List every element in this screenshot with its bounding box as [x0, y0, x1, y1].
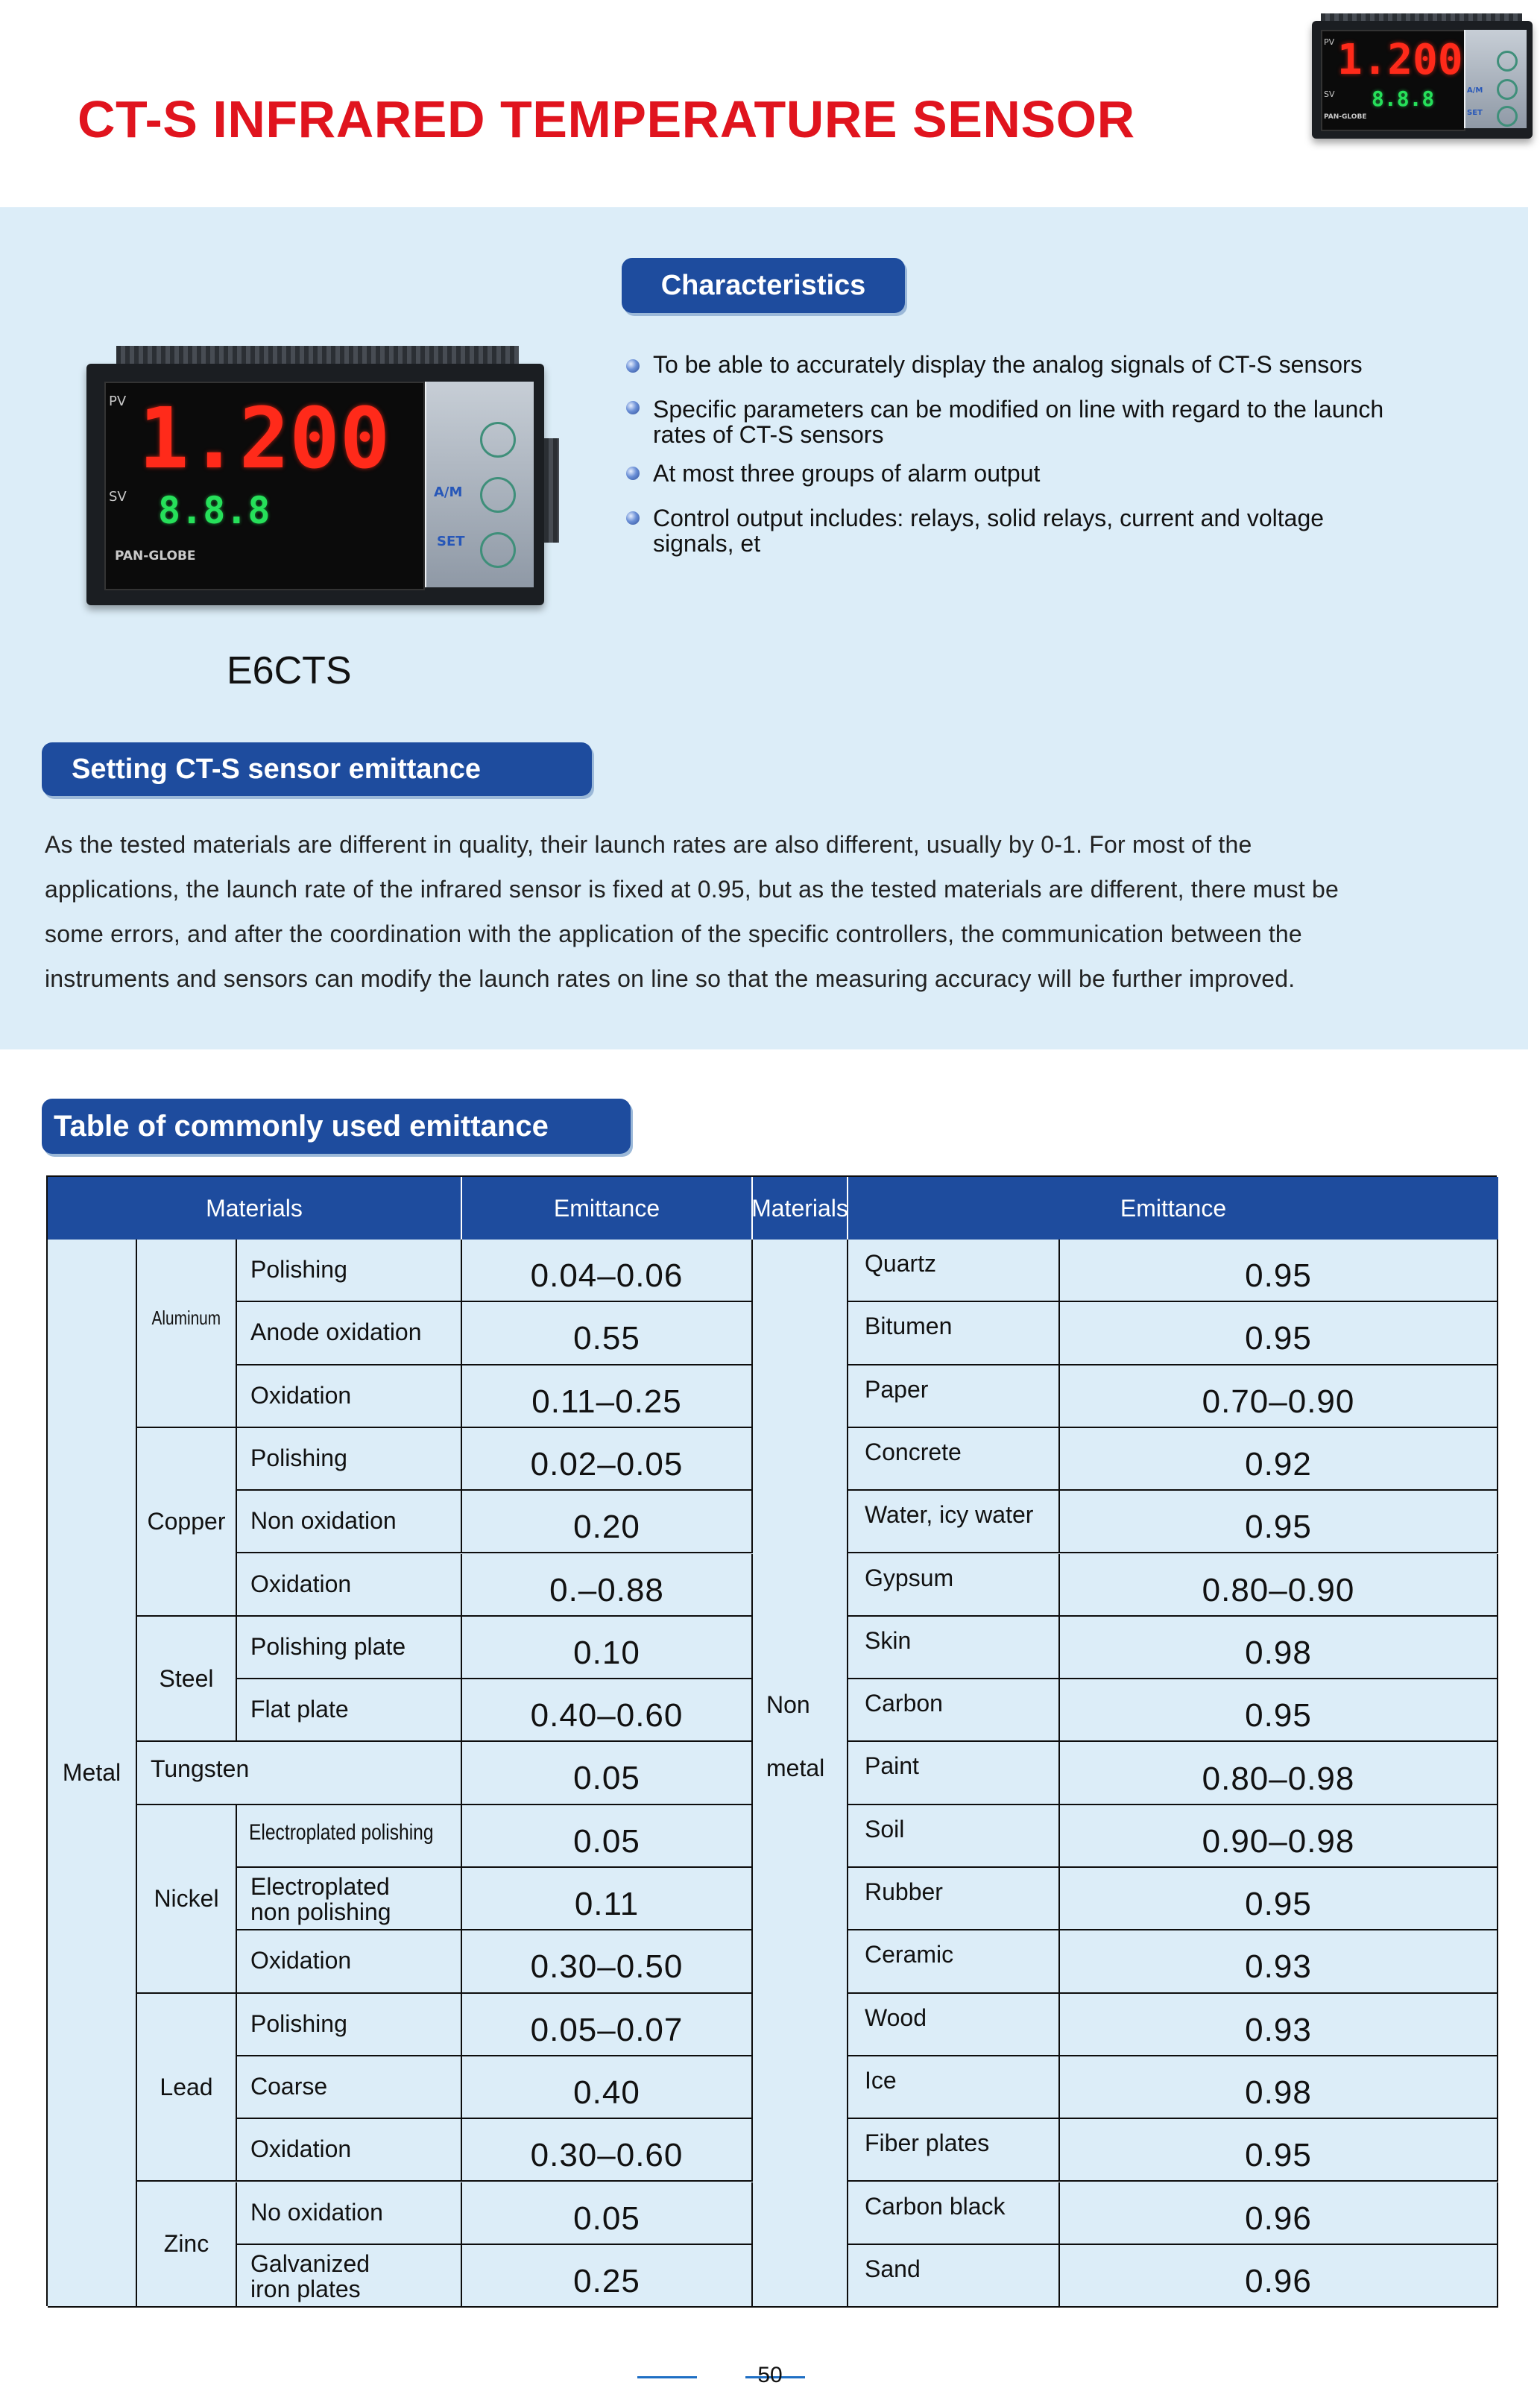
- emittance-cell: [1060, 1679, 1498, 1742]
- material-group-cell: [137, 1240, 237, 1428]
- emittance-value: 0.05–0.07: [530, 2011, 684, 2048]
- material-group-name: Steel: [159, 1664, 214, 1692]
- material-sub-name: Anode oxidation: [250, 1319, 422, 1346]
- emittance-cell: [462, 1930, 753, 1993]
- table-header-cell: Materials: [48, 1177, 462, 1240]
- emittance-value: 0.11: [574, 1886, 640, 1923]
- emittance-value: 0.95: [1245, 1257, 1312, 1295]
- material-name: Concrete: [865, 1438, 962, 1465]
- table-header-cell: Materials: [753, 1177, 848, 1240]
- emittance-value: 0.40–0.60: [530, 1697, 684, 1734]
- up-arrow-icon-large: [480, 422, 516, 458]
- material-name: Sand: [865, 2255, 921, 2282]
- material-name-cell: [848, 1994, 1060, 2056]
- emittance-cell: [1060, 1240, 1498, 1302]
- material-sub-cell: [237, 2245, 462, 2308]
- material-name-cell: [848, 1805, 1060, 1868]
- sv-display-large: 8.8.8: [158, 489, 271, 532]
- material-sub-cell: [237, 1679, 462, 1742]
- material-sub-cell: [237, 1491, 462, 1553]
- material-name-cell: [137, 1742, 462, 1804]
- setting-heading: Setting CT-S sensor emittance: [42, 742, 592, 796]
- material-group-cell: [137, 1617, 237, 1743]
- emittance-value: 0.95: [1245, 1697, 1312, 1734]
- material-sub-name: Polishing plate: [250, 1632, 406, 1660]
- material-group-name: Zinc: [163, 2230, 209, 2258]
- emittance-value: 0.70–0.90: [1202, 1383, 1355, 1420]
- emittance-value: 0.05: [573, 2200, 640, 2237]
- emittance-value: 0.05: [573, 1822, 640, 1860]
- material-sub-cell: [237, 2119, 462, 2182]
- material-sub-cell: [237, 1302, 462, 1365]
- emittance-cell: [1060, 1930, 1498, 1993]
- table-header-cell: Emittance: [848, 1177, 1498, 1240]
- emittance-value: 0.96: [1245, 2200, 1312, 2237]
- emittance-cell: [462, 1742, 753, 1804]
- metal-label: Metal: [62, 1759, 122, 1787]
- emittance-cell: [1060, 1302, 1498, 1365]
- bullet-icon: [626, 467, 640, 480]
- emittance-value: 0.98: [1245, 2074, 1312, 2112]
- emittance-cell: [462, 1805, 753, 1868]
- material-sub-cell: [237, 1617, 462, 1679]
- material-name-cell: [848, 1617, 1060, 1679]
- material-name-cell: [848, 1491, 1060, 1553]
- characteristic-item: Specific parameters can be modified on line with regard to the launch: [653, 396, 1384, 423]
- emittance-value: 0.25: [573, 2262, 640, 2299]
- material-name-cell: [848, 1554, 1060, 1617]
- brand-label: PAN-GLOBE: [1324, 113, 1367, 121]
- characteristic-item: Control output includes: relays, solid relays, current and voltage: [653, 505, 1325, 531]
- emittance-cell: [462, 2245, 753, 2308]
- material-name: Tungsten: [151, 1755, 250, 1783]
- material-group-cell: [137, 1994, 237, 2182]
- bullet-icon: [626, 401, 640, 414]
- emittance-value: 0.93: [1245, 2011, 1312, 2048]
- emittance-cell: [1060, 1491, 1498, 1553]
- material-group-name: Aluminum: [151, 1306, 221, 1329]
- characteristics-heading: Characteristics: [622, 258, 905, 313]
- nonmetal-label: Non: [766, 1691, 810, 1719]
- pv-display: 1.200: [1337, 36, 1463, 84]
- sv-label: SV: [1324, 89, 1335, 99]
- material-sub-name: Flat plate: [250, 1696, 349, 1723]
- nonmetal-label: metal: [766, 1754, 825, 1781]
- material-sub-cell: [237, 1240, 462, 1302]
- material-name: Carbon: [865, 1690, 943, 1717]
- pv-label: PV: [1324, 37, 1335, 47]
- emittance-value: 0.80–0.98: [1202, 1760, 1355, 1797]
- material-sub-cell: [237, 2182, 462, 2245]
- emittance-cell: [462, 1617, 753, 1679]
- emittance-cell: [1060, 1428, 1498, 1491]
- material-group-cell: [137, 1805, 237, 1994]
- left-arrow-icon-large: [480, 532, 516, 568]
- material-sub-name: Galvanized iron plates: [250, 2249, 370, 2302]
- emittance-value: 0.80–0.90: [1202, 1571, 1355, 1608]
- material-name-cell: [848, 1742, 1060, 1804]
- emittance-value: 0.20: [573, 1509, 640, 1546]
- material-name-cell: [848, 1868, 1060, 1930]
- bullet-icon: [626, 511, 640, 525]
- emittance-value: 0.93: [1245, 1948, 1312, 1986]
- material-name-cell: [848, 1428, 1060, 1491]
- material-sub-cell: [237, 1554, 462, 1617]
- material-sub-name: Polishing: [250, 2009, 347, 2037]
- emittance-cell: [1060, 2056, 1498, 2119]
- material-name: Water, icy water: [865, 1501, 1034, 1529]
- paragraph-line: some errors, and after the coordination with the application of the specific controllers, the communication between the: [45, 921, 1302, 947]
- material-group-name: Nickel: [154, 1884, 219, 1912]
- material-name-cell: [848, 2119, 1060, 2182]
- material-name: Paper: [865, 1375, 929, 1403]
- material-name: Ceramic: [865, 1941, 954, 1968]
- material-sub-cell: [237, 1805, 462, 1868]
- bullet-icon: [626, 359, 640, 373]
- material-name-cell: [848, 1302, 1060, 1365]
- device-thumbnail: [1312, 21, 1533, 139]
- material-name: Skin: [865, 1626, 912, 1654]
- material-sub-name: Polishing: [250, 1444, 347, 1471]
- down-arrow-icon: [1497, 79, 1518, 100]
- emittance-cell: [462, 2182, 753, 2245]
- emittance-value: 0.55: [573, 1320, 640, 1357]
- emittance-value: 0.04–0.06: [530, 1257, 684, 1295]
- material-sub-name: Oxidation: [250, 1381, 352, 1409]
- emittance-cell: [462, 1994, 753, 2056]
- material-sub-name: No oxidation: [250, 2198, 383, 2226]
- material-group-cell: [137, 1428, 237, 1617]
- emittance-value: 0.92: [1245, 1446, 1312, 1483]
- material-name: Ice: [865, 2066, 897, 2094]
- characteristic-item-cont: rates of CT-S sensors: [653, 421, 884, 448]
- material-sub-cell: [237, 2056, 462, 2119]
- material-name: Soil: [865, 1815, 905, 1843]
- emittance-value: 0.30–0.50: [530, 1948, 684, 1986]
- emittance-value: 0.02–0.05: [530, 1446, 684, 1483]
- material-name: Paint: [865, 1752, 919, 1780]
- material-name-cell: [848, 2245, 1060, 2308]
- material-sub-name: Electroplated non polishing: [250, 1873, 391, 1925]
- page-number: 50: [757, 2363, 783, 2387]
- characteristic-item: At most three groups of alarm output: [653, 460, 1041, 487]
- material-sub-cell: [237, 1930, 462, 1993]
- material-name-cell: [848, 1679, 1060, 1742]
- set-key: SET: [1467, 109, 1483, 117]
- brand-label-large: PAN-GLOBE: [115, 549, 196, 563]
- down-arrow-icon-large: [480, 477, 516, 513]
- table-heading: Table of commonly used emittance: [42, 1099, 631, 1154]
- emittance-cell: [462, 1679, 753, 1742]
- model-label: E6CTS: [227, 649, 352, 692]
- material-name: Gypsum: [865, 1564, 954, 1591]
- emittance-value: 0.95: [1245, 1509, 1312, 1546]
- pv-display-large: 1.200: [139, 391, 391, 487]
- material-name-cell: [848, 2056, 1060, 2119]
- material-sub-name: Oxidation: [250, 2135, 352, 2163]
- emittance-cell: [462, 1240, 753, 1302]
- emittance-cell: [462, 1554, 753, 1617]
- emittance-cell: [462, 1491, 753, 1553]
- pv-label-large: PV: [109, 394, 127, 409]
- material-group-cell: [137, 2182, 237, 2308]
- emittance-cell: [1060, 1617, 1498, 1679]
- emittance-cell: [1060, 1742, 1498, 1804]
- table-header-cell: Emittance: [462, 1177, 753, 1240]
- material-name: Rubber: [865, 1878, 943, 1905]
- emittance-value: 0.–0.88: [549, 1571, 664, 1608]
- emittance-value: 0.40: [573, 2074, 640, 2112]
- emittance-cell: [1060, 2245, 1498, 2308]
- characteristic-item: To be able to accurately display the analog signals of CT-S sensors: [653, 351, 1363, 378]
- emittance-cell: [1060, 1365, 1498, 1428]
- material-sub-cell: [237, 1868, 462, 1930]
- material-sub-name: Oxidation: [250, 1947, 352, 1974]
- emittance-value: 0.95: [1245, 1320, 1312, 1357]
- paragraph-line: instruments and sensors can modify the launch rates on line so that the measuring accuracy will be further improved.: [45, 965, 1296, 992]
- material-group-name: Copper: [147, 1507, 226, 1535]
- paragraph-line: As the tested materials are different in quality, their launch rates are also different, usually by 0-1. For most of the: [45, 831, 1252, 858]
- left-arrow-icon: [1497, 106, 1518, 127]
- emittance-value: 0.11–0.25: [531, 1383, 682, 1420]
- emittance-value: 0.96: [1245, 2262, 1312, 2299]
- emittance-value: 0.05: [573, 1759, 640, 1796]
- metal-category-cell: [48, 1240, 137, 2308]
- material-sub-cell: [237, 1428, 462, 1491]
- material-name: Fiber plates: [865, 2129, 990, 2157]
- nonmetal-category-cell: [753, 1240, 848, 2308]
- sv-display: 8.8.8: [1372, 86, 1435, 111]
- material-sub-name: Coarse: [250, 2072, 328, 2100]
- emittance-cell: [1060, 1805, 1498, 1868]
- emittance-value: 0.90–0.98: [1202, 1822, 1355, 1860]
- material-sub-name: Non oxidation: [250, 1507, 397, 1535]
- emittance-cell: [462, 1428, 753, 1491]
- material-name-cell: [848, 2182, 1060, 2245]
- material-name-cell: [848, 1365, 1060, 1428]
- material-name: Bitumen: [865, 1313, 953, 1340]
- material-sub-cell: [237, 1365, 462, 1428]
- emittance-cell: [1060, 2119, 1498, 2182]
- emittance-value: 0.30–0.60: [530, 2137, 684, 2174]
- emittance-cell: [1060, 1554, 1498, 1617]
- am-key: A/M: [1467, 86, 1483, 95]
- emittance-cell: [1060, 2182, 1498, 2245]
- material-name-cell: [848, 1930, 1060, 1993]
- emittance-cell: [462, 1365, 753, 1428]
- emittance-value: 0.95: [1245, 1886, 1312, 1923]
- emittance-value: 0.98: [1245, 1634, 1312, 1671]
- sv-label-large: SV: [109, 489, 127, 505]
- material-group-name: Lead: [160, 2073, 213, 2100]
- material-name-cell: [848, 1240, 1060, 1302]
- material-sub-cell: [237, 1994, 462, 2056]
- emittance-cell: [462, 2056, 753, 2119]
- material-name: Quartz: [865, 1250, 937, 1277]
- emittance-cell: [462, 1302, 753, 1365]
- material-sub-name: Electroplated polishing: [249, 1819, 434, 1845]
- device-photo: [86, 364, 544, 605]
- material-name: Wood: [865, 2004, 927, 2031]
- material-sub-name: Polishing: [250, 1256, 347, 1283]
- material-name: Carbon black: [865, 2192, 1006, 2220]
- material-sub-name: Oxidation: [250, 1570, 352, 1597]
- emittance-cell: [462, 2119, 753, 2182]
- paragraph-line: applications, the launch rate of the infrared sensor is fixed at 0.95, but as the tested materials are different, there must be: [45, 876, 1339, 903]
- emittance-cell: [462, 1868, 753, 1930]
- emittance-value: 0.95: [1245, 2137, 1312, 2174]
- characteristic-item-cont: signals, et: [653, 530, 761, 557]
- emittance-cell: [1060, 1994, 1498, 2056]
- emittance-cell: [1060, 1868, 1498, 1930]
- set-key-large: SET: [437, 534, 465, 549]
- page-title: CT-S INFRARED TEMPERATURE SENSOR: [78, 90, 1135, 148]
- am-key-large: A/M: [434, 484, 463, 500]
- emittance-table: [46, 1175, 1497, 2306]
- up-arrow-icon: [1497, 51, 1518, 72]
- emittance-value: 0.10: [573, 1634, 640, 1671]
